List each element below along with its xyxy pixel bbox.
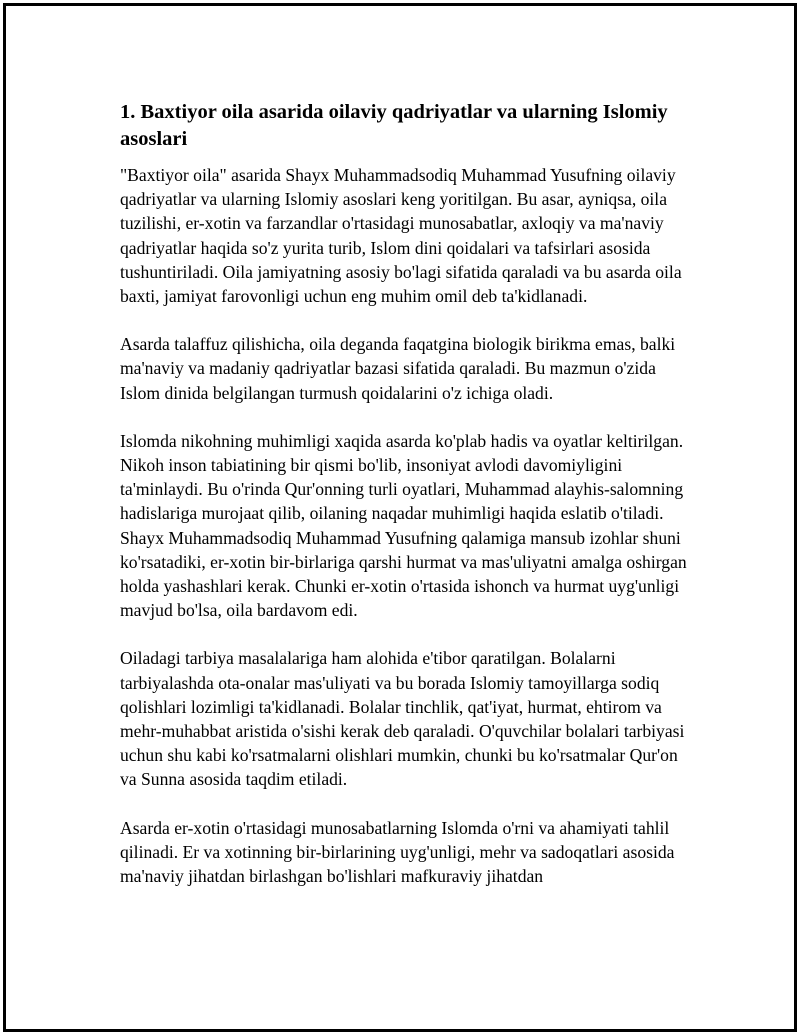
paragraph-3: Islomda nikohning muhimligi xaqida asarda ko'plab hadis va oyatlar keltirilgan. Nikoh inson tabiatining bir qismi bo'lib, insoniyat avlodi davomiyligini ta'minlaydi. Bu o'rinda Qur'onning turli oyatlari, Muhammad alayhis-salomning hadislariga murojaat qilib, oilaning naqadar muhimligi haqida eslatib o'tiladi. Shayx Muhammadsodiq Muhammad Yusufning qalamiga mansub izohlar shuni ko'rsatadiki, er-xotin bir-birlariga qarshi hurmat va mas'uliyatni amalga oshirgan holda yashashlari kerak. Chunki er-xotin o'rtasida ishonch va hurmat uyg'unligi mavjud bo'lsa, oila bardavom edi. [120,430,687,621]
paragraph-2: Asarda talaffuz qilishicha, oila deganda faqatgina biologik birikma emas, balki ma'naviy va madaniy qadriyatlar bazasi sifatida qaraladi. Bu mazmun o'zida Islom dinida belgilangan turmush qoidalarini o'z ichiga oladi. [120,334,676,403]
document-page [3,3,797,1032]
section-heading: 1. Baxtiyor oila asarida oilaviy qadriyatlar va ularning Islomiy asoslari [120,101,668,150]
paragraph-5: Asarda er-xotin o'rtasidagi munosabatlarning Islomda o'rni va ahamiyati tahlil qilinadi. Er va xotinning bir-birlarining uyg'unligi, mehr va sadoqatlari asosida ma'naviy jihatdan birlashgan bo'lishlari mafkuraviy jihatdan [120,817,675,887]
document-body [120,99,698,912]
paragraph-1: "Baxtiyor oila" asarida Shayx Muhammadsodiq Muhammad Yusufning oilaviy qadriyatlar va ularning Islomiy asoslari keng yoritilgan. Bu asar, ayniqsa, oila tuzilishi, er-xotin va farzandlar o'rtasidagi munosabatlar, axloqiy va ma'naviy qadriyatlar haqida so'z yurita turib, Islom dini qoidalari va tafsirlari asosida tushuntiriladi. Oila jamiyatning asosiy bo'lagi sifatida qaraladi va bu asarda oila baxti, jamiyat farovonligi uchun eng muhim omil deb ta'kidlanadi. [120,165,682,307]
paragraph-4: Oiladagi tarbiya masalalariga ham alohida e'tibor qaratilgan. Bolalarni tarbiyalashda ota-onalar mas'uliyati va bu borada Islomiy tamoyillarga sodiq qolishlari lozimligi ta'kidlanadi. Bolalar tinchlik, qat'iyat, hurmat, ehtirom va mehr-muhabbat aristida o'sishi kerak deb qaraladi. O'quvchilar bolalari tarbiyasi uchun shu kabi ko'rsatmalarni olishlari mumkin, chunki bu ko'rsatmalar Qur'on va Sunna asosida taqdim etiladi. [120,648,685,790]
